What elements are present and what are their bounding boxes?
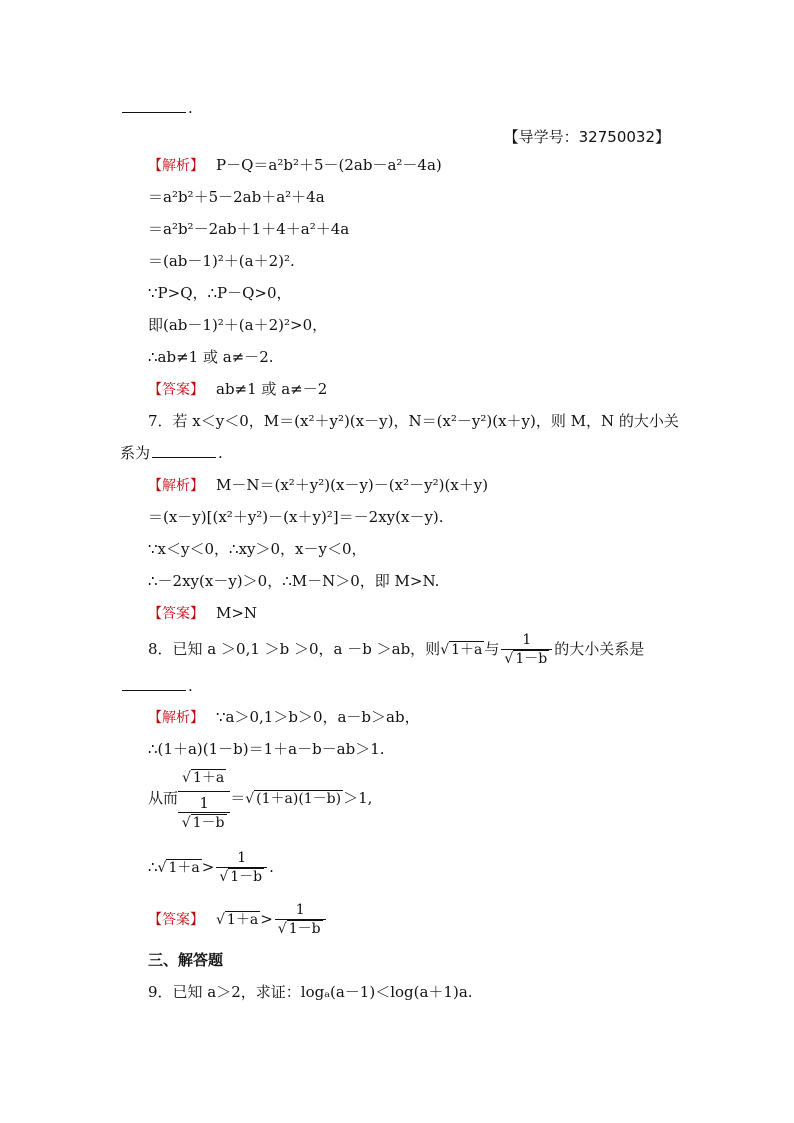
q7-step: ∵x＜y＜0，∴xy＞0，x－y＜0，	[148, 540, 367, 558]
q6-step: ＝a²b²＋5－2ab＋a²＋4a	[148, 188, 325, 206]
q8-derivation: 从而 √ 1＋a 1 √ 1－b ＝√ (1＋a)(1－b) ＞1,	[148, 766, 372, 832]
q7-stem-line2: 系为 .	[120, 444, 223, 462]
fill-blank	[122, 98, 186, 113]
fraction: $\frac{1}{√ 1-b}$	[501, 632, 552, 668]
q7-answer: M>N	[216, 604, 258, 622]
fill-blank	[152, 443, 216, 458]
q7-answer-line	[148, 603, 257, 624]
q9-stem: 9．已知 a＞2，求证：logₐ(a－1)＜log(a＋1)a.	[148, 983, 473, 1001]
q8-blank-line: .	[120, 676, 193, 696]
q6-step: ＝(ab－1)²＋(a＋2)².	[148, 252, 295, 270]
top-answer-blank: .	[120, 98, 193, 118]
analysis-tag: 【解析】	[148, 158, 204, 174]
q6-answer-line	[148, 379, 327, 400]
compound-fraction: √ 1＋a 1 √ 1－b	[178, 766, 230, 832]
q6-step: 即(ab－1)²＋(a＋2)²>0，	[148, 316, 328, 334]
q6-answer: ab≠1 或 a≠－2	[216, 380, 328, 398]
analysis-tag: 【解析】	[148, 478, 204, 494]
q6-step: ∵P>Q，∴P－Q>0，	[148, 284, 292, 302]
q7-step: ＝(x－y)[(x²＋y²)－(x＋y)²]＝－2xy(x－y).	[148, 508, 444, 526]
q6-step: ＝a²b²－2ab＋1＋4＋a²＋4a	[148, 220, 350, 238]
section-heading: 三、解答题	[148, 951, 224, 969]
answer-tag: 【答案】	[148, 382, 204, 398]
q8-answer-line: 【答案】 √ 1＋a > $\frac{1}{√ 1-b}$	[148, 902, 328, 938]
q8-conclusion: ∴√ 1＋a > $\frac{1}{√ 1-b}$ .	[148, 850, 274, 885]
q8-analysis-line: 【解析】 ∵a＞0,1＞b＞0，a－b＞ab，	[148, 708, 420, 726]
q6-analysis-line: 【解析】 P－Q＝a²b²＋5－(2ab－a²－4a)	[148, 156, 442, 174]
q6-step: ∴ab≠1 或 a≠－2.	[148, 348, 274, 366]
answer-tag: 【答案】	[148, 912, 204, 928]
q7-analysis-line: 【解析】 M－N＝(x²＋y²)(x－y)－(x²－y²)(x＋y)	[148, 476, 489, 494]
sqrt-expression: √ 1＋a	[440, 642, 483, 658]
q8-stem-line: 8．已知 a ＞0,1 ＞b ＞0，a －b ＞ab，则√ 1＋a 与 $\frac{1}{√ 1-b}$ 的大小关系是	[148, 632, 645, 667]
reference-number: 【导学号：32750032】	[503, 128, 670, 146]
q8-step: ∴(1＋a)(1－b)＝1＋a－b－ab＞1.	[148, 740, 385, 758]
q7-step: ∴－2xy(x－y)＞0，∴M－N＞0，即 M>N.	[148, 572, 440, 590]
q7-stem-line: 7．若 x＜y＜0，M＝(x²＋y²)(x－y)，N＝(x²－y²)(x＋y)，则 M，N 的大小关	[148, 412, 679, 430]
fill-blank	[122, 676, 186, 691]
answer-tag: 【答案】	[148, 606, 204, 622]
analysis-tag: 【解析】	[148, 710, 204, 726]
